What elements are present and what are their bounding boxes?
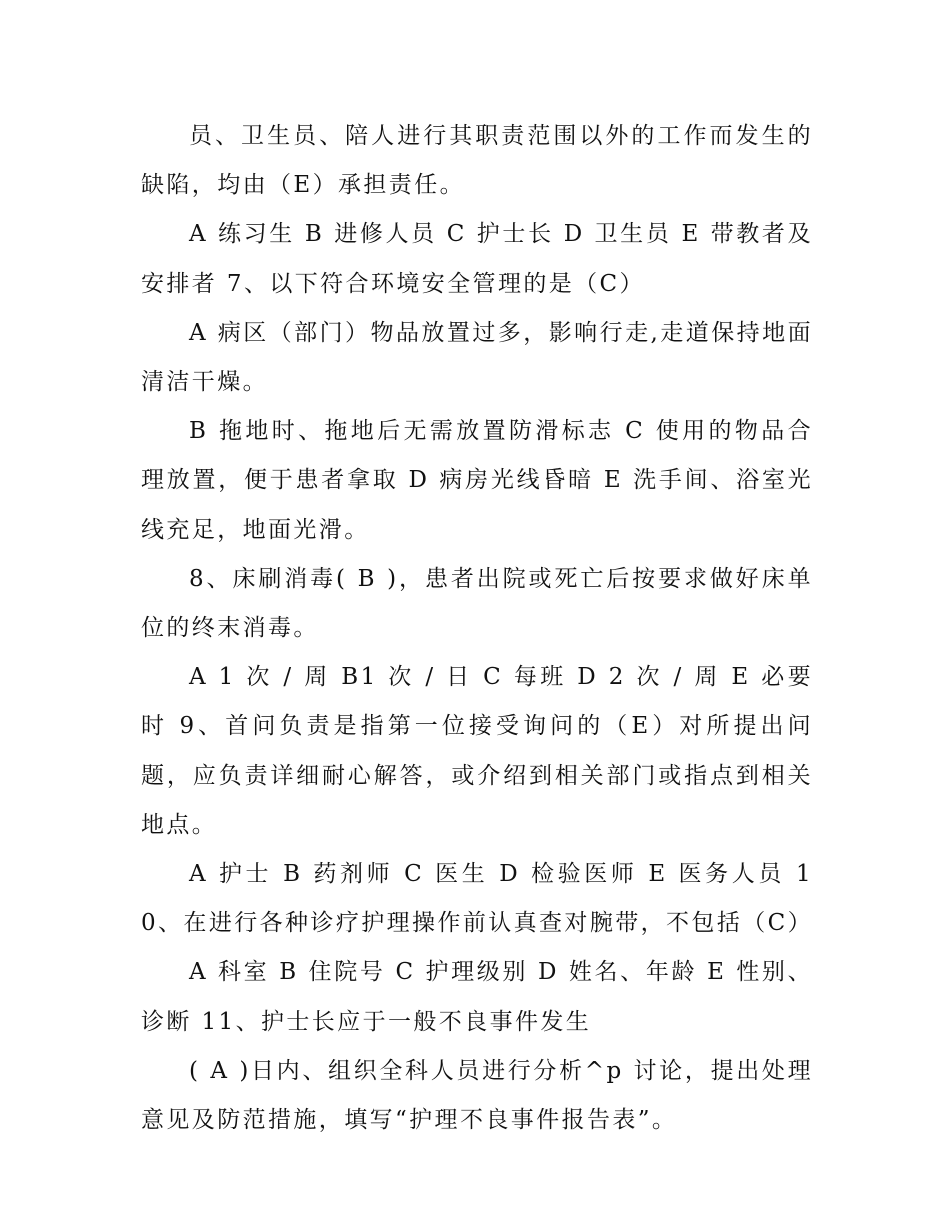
paragraph-3: A 病区（部门）物品放置过多，影响行走,走道保持地面清洁干燥。	[141, 319, 813, 396]
paragraph-6: A 1 次 / 周 B1 次 / 日 C 每班 D 2 次 / 周 E 必要时 9、首问负责是指第一位接受询问的（E）对所提出问题，应负责详细耐心解答，或介绍到相关部门或指点到相关地点。	[141, 664, 813, 838]
paragraph-5: 8、床刷消毒( B )，患者出院或死亡后按要求做好床单位的终末消毒。	[141, 565, 813, 642]
paragraph-1: 员、卫生员、陪人进行其职责范围以外的工作而发生的缺陷，均由（E）承担责任。	[141, 123, 813, 199]
paragraph-7: A 护士 B 药剂师 C 医生 D 检验医师 E 医务人员 10、在进行各种诊疗护理操作前认真查对腕带，不包括（C）	[141, 861, 814, 937]
document-body	[141, 112, 813, 1145]
paragraph-9: ( A )日内、组织全科人员进行分析^p 讨论，提出处理意见及防范措施，填写“护理不良事件报告表”。	[141, 1057, 813, 1134]
paragraph-8: A 科室 B 住院号 C 护理级别 D 姓名、年龄 E 性别、诊断 11、护士长应于一般不良事件发生	[141, 959, 813, 1035]
paragraph-4: B 拖地时、拖地后无需放置防滑标志 C 使用的物品合理放置，便于患者拿取 D 病房光线昏暗 E 洗手间、浴室光线充足，地面光滑。	[141, 418, 813, 543]
paragraph-2: A 练习生 B 进修人员 C 护士长 D 卫生员 E 带教者及安排者 7、以下符合环境安全管理的是（C）	[141, 221, 813, 297]
